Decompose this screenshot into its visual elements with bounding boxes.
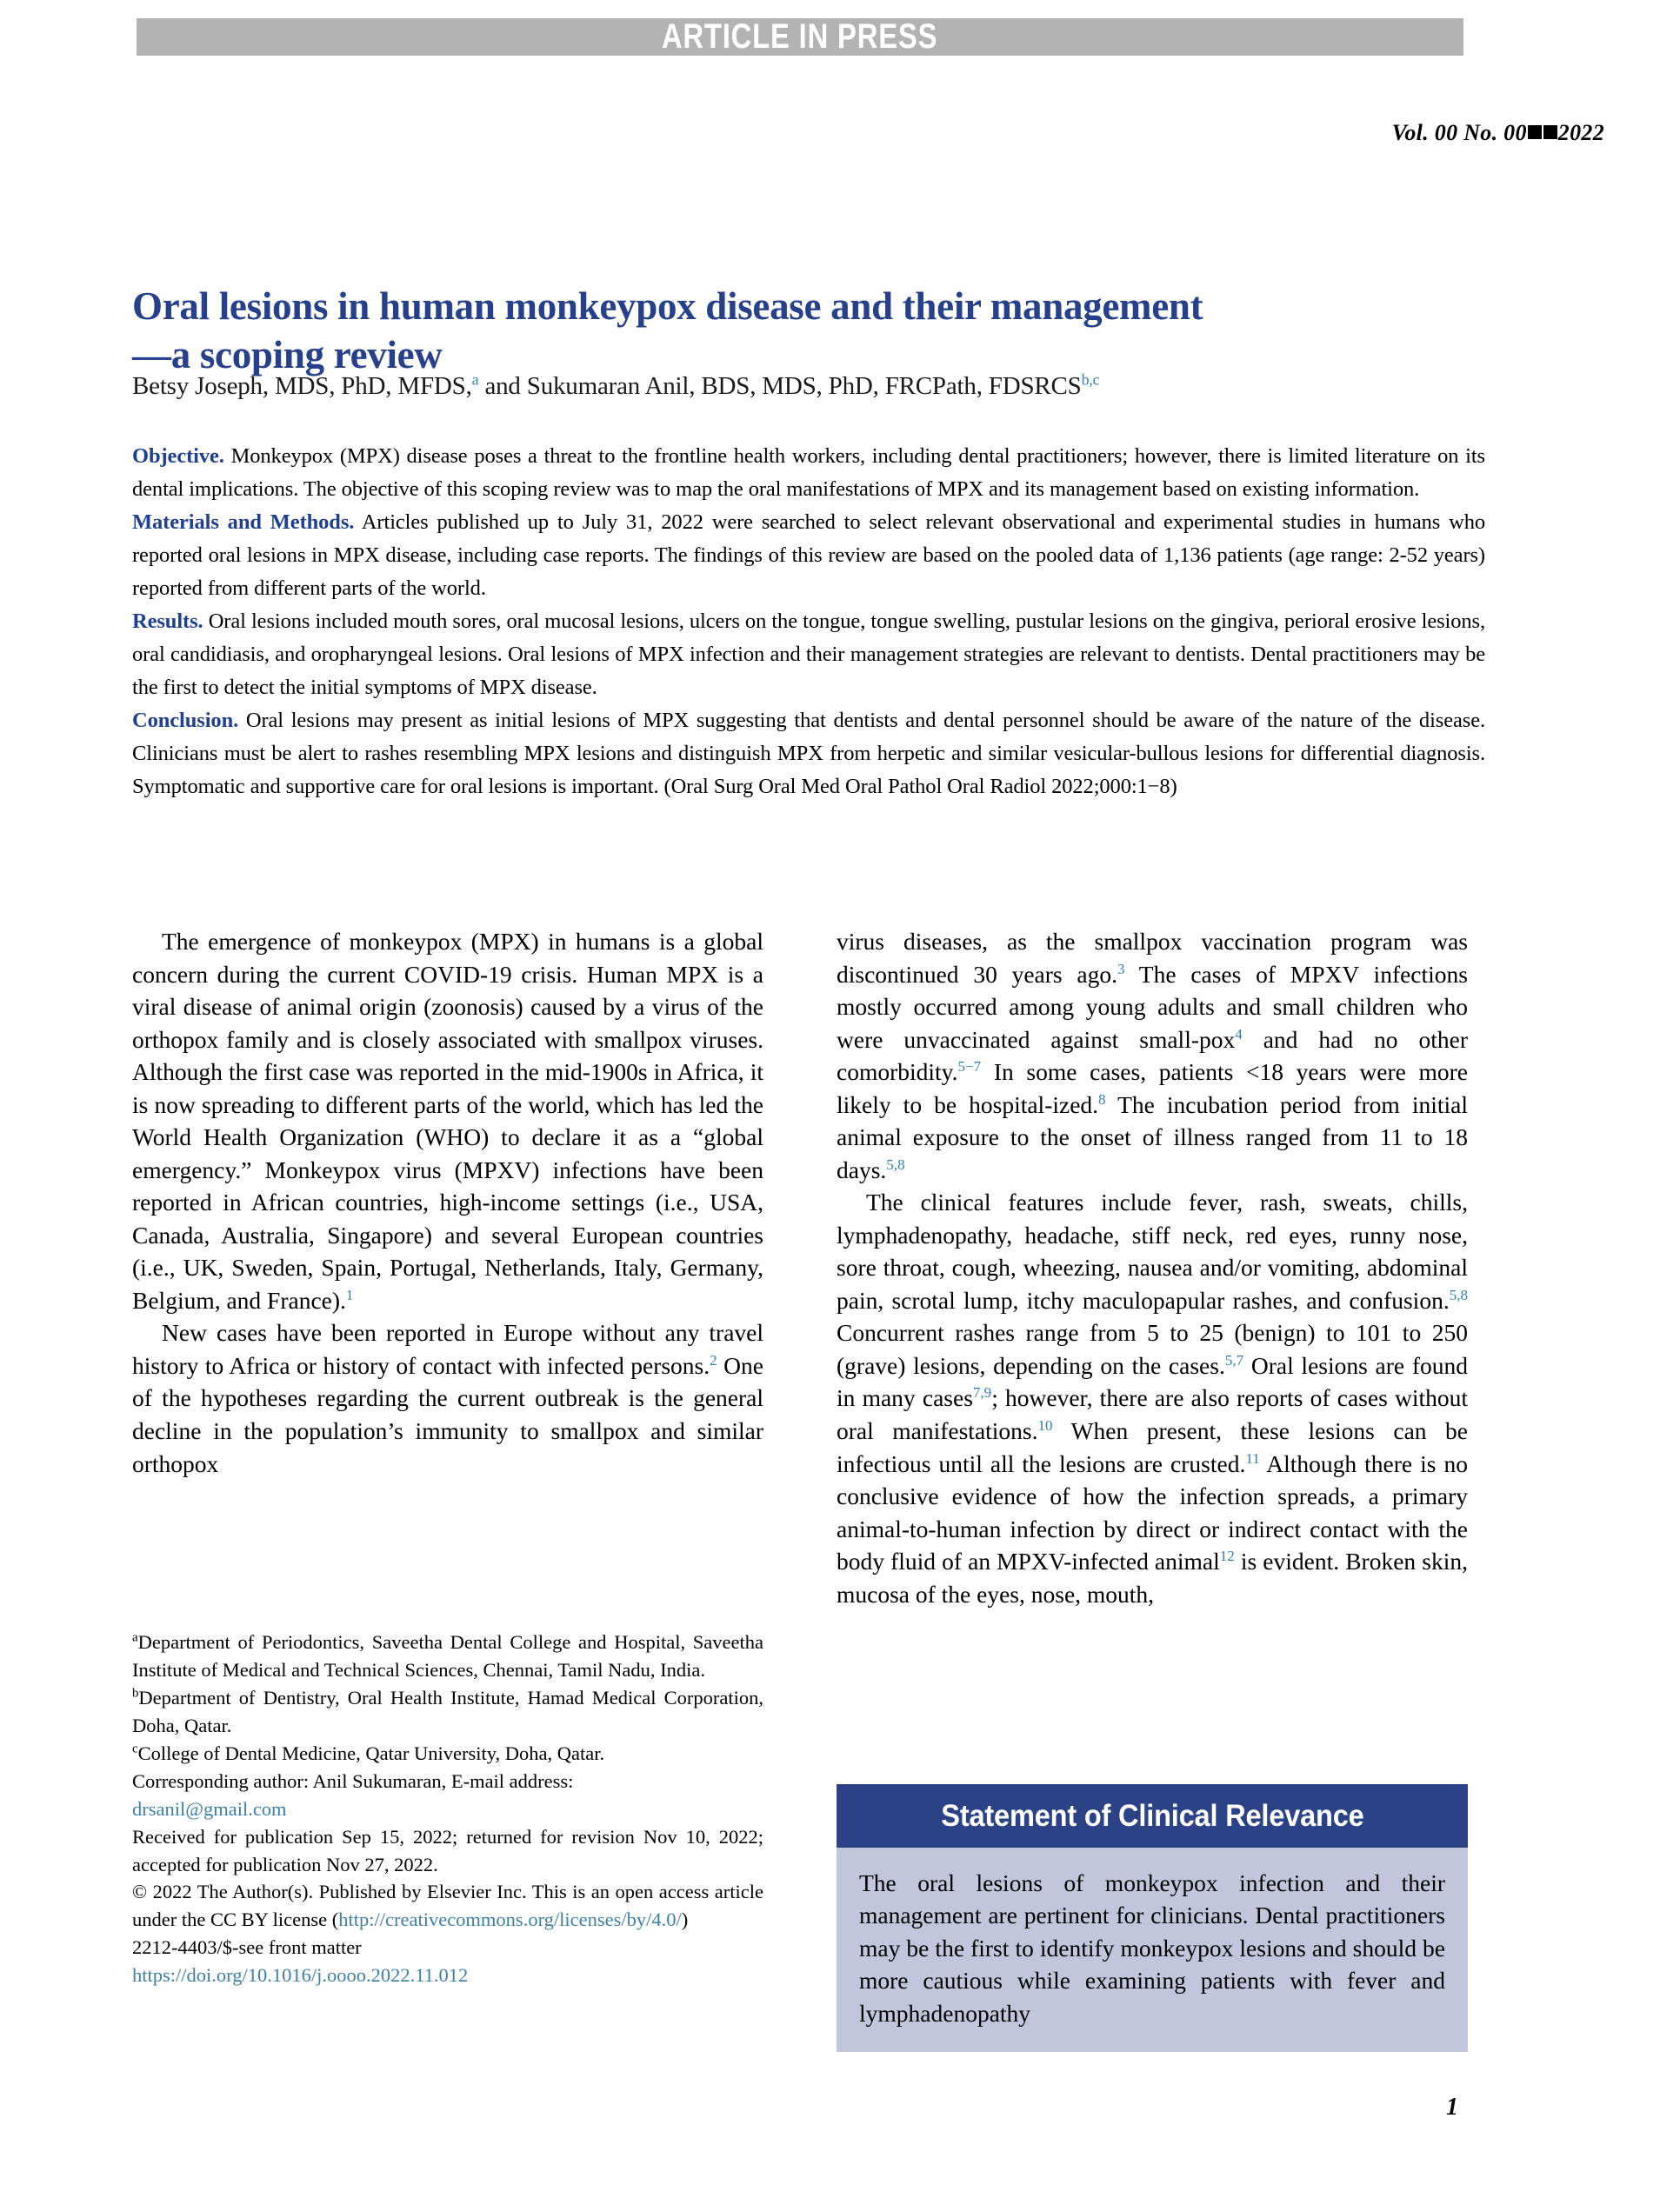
paragraph-cf-e: When present, these lesions can be infectious until all the lesions are crusted. — [837, 1416, 1468, 1477]
doi-link[interactable]: https://doi.org/10.1016/j.oooo.2022.11.012 — [132, 1964, 469, 1987]
paragraph-cont-b: The cases of MPXV infections mostly occurred among young adults and small children who were unvaccinated against small-pox — [837, 960, 1468, 1053]
author-list — [132, 370, 1367, 403]
abstract-conclusion-text: Oral lesions may present as initial lesions of MPX suggesting that dentists and dental personnel should be aware of the nature of the disease. Clinicians must be alert to rashes resembling MPX lesions and distinguish MPX from herpetic and similar vesicular-bullous lesions for differential diagnosis. Symptomatic and supportive care for oral lesions is important. (Oral Surg Oral Med Oral Pathol Oral Radiol 2022;000:1−8) — [132, 708, 1485, 798]
abstract-conclusion-label: Conclusion. — [132, 708, 239, 732]
affiliation-b — [132, 1684, 763, 1740]
volume-issue-year-line — [1392, 120, 1604, 146]
body-column-left — [132, 925, 763, 1480]
paragraph-cf-c: Oral lesions are found in many cases — [837, 1351, 1469, 1412]
doi-line — [132, 1962, 763, 1989]
volume-issue-label: Vol. 00 No. 00 — [1391, 120, 1527, 145]
paragraph-cf-b: Concurrent rashes range from 5 to 25 (benign) to 101 to 250 (grave) lesions, depending on the cases. — [837, 1319, 1468, 1379]
abstract-methods — [132, 506, 1485, 605]
paragraph-intro-1 — [132, 925, 763, 1316]
reference-marker[interactable]: 10 — [1037, 1416, 1053, 1434]
abstract-results-text: Oral lesions included mouth sores, oral mucosal lesions, ulcers on the tongue, tongue swelling, pustular lesions on the gingiva, perioral erosive lesions, oral candidiasis, and oropharyngeal lesions. Oral lesions of MPX infection and their management strategies are relevant to dentists. Dental practitioners may be the first to detect the initial symptoms of MPX disease. — [132, 609, 1485, 699]
affiliation-b-text: Department of Dentistry, Oral Health Institute, Hamad Medical Corporation, Doha, Qatar. — [132, 1686, 763, 1736]
paragraph-intro-2-text-a: New cases have been reported in Europe without any travel history to Africa or history of contact with infected persons. — [132, 1319, 763, 1379]
page-title: Oral lesions in human monkeypox disease and their management—a scoping review — [132, 284, 1203, 376]
affiliation-c-text: College of Dental Medicine, Qatar University, Doha, Qatar. — [137, 1742, 605, 1764]
reference-marker[interactable]: 3 — [1117, 960, 1125, 977]
reference-marker[interactable]: 5,8 — [886, 1156, 905, 1173]
page-number: 1 — [1446, 2094, 1458, 2121]
paragraph-cont-a: virus diseases, as the smallpox vaccination program was discontinued 30 years ago. — [837, 928, 1468, 988]
paragraph-cf-g: is evident. Broken skin, mucosa of the eyes, nose, mouth, — [837, 1548, 1468, 1608]
corresponding-email-link[interactable]: drsanil@gmail.com — [132, 1797, 287, 1820]
reference-marker[interactable]: 8 — [1098, 1090, 1106, 1108]
clinical-relevance-body — [837, 1848, 1468, 2052]
reference-marker[interactable]: 2 — [710, 1351, 717, 1369]
paragraph-continued — [837, 925, 1468, 1186]
paragraph-cont-e: The incubation period from initial animal exposure to the onset of illness ranged from 11 to 18 days. — [837, 1090, 1468, 1183]
paragraph-cont-d: In some cases, patients <18 years were more likely to be hospital-ized. — [837, 1058, 1468, 1118]
article-in-press-banner — [137, 18, 1463, 56]
paragraph-cf-d: ; however, there are also reports of cases without oral manifestations. — [837, 1384, 1468, 1444]
paragraph-cont-c: and had no other comorbidity. — [837, 1025, 1469, 1086]
cc-license-link[interactable]: http://creativecommons.org/licenses/by/4.0/ — [338, 1909, 682, 1931]
publication-dates: Received for publication Sep 15, 2022; returned for revision Nov 10, 2022; accepted for publication Nov 27, 2022. — [132, 1825, 763, 1875]
corresponding-email-line — [132, 1795, 763, 1823]
body-column-right — [837, 925, 1468, 1610]
author-conjunction: and — [478, 372, 527, 400]
affiliation-marker-bc: b,c — [1081, 370, 1100, 389]
publication-year-label: 2022 — [1557, 120, 1604, 145]
abstract-results — [132, 605, 1485, 704]
affiliation-marker-b: b — [132, 1686, 139, 1701]
reference-marker[interactable]: 11 — [1245, 1449, 1260, 1467]
abstract-objective-label: Objective. — [132, 444, 224, 468]
reference-marker[interactable]: 1 — [345, 1286, 354, 1303]
copyright-text-a: © 2022 The Author(s). Published by Elsevier Inc. This is an open access article under the CC BY license ( — [132, 1881, 763, 1931]
affiliation-marker-a: a — [132, 1630, 138, 1645]
copyright-text-b: ) — [681, 1909, 689, 1931]
square-marker-icon — [1528, 125, 1542, 139]
abstract-conclusion — [132, 704, 1485, 803]
issn-front-matter: 2212-4403/$-see front matter — [132, 1936, 362, 1959]
article-in-press-label: ARTICLE IN PRESS — [662, 17, 938, 56]
paragraph-intro-2-text-b: One of the hypotheses regarding the current outbreak is the general decline in the population’s immunity to smallpox and similar orthopox — [132, 1351, 763, 1477]
corresponding-author-text: Corresponding author: Anil Sukumaran, E-mail address: — [132, 1769, 574, 1792]
reference-marker[interactable]: 5−7 — [957, 1057, 982, 1075]
author-name-1: Betsy Joseph, MDS, PhD, MFDS, — [132, 372, 472, 400]
abstract-section — [132, 440, 1485, 803]
paragraph-clinical-features — [837, 1186, 1468, 1610]
corresponding-author-line — [132, 1768, 763, 1795]
footnote-block — [132, 1629, 763, 1989]
author-name-2: Sukumaran Anil, BDS, MDS, PhD, FRCPath, FDSRCS — [526, 372, 1082, 400]
paragraph-intro-1-text: The emergence of monkeypox (MPX) in humans is a global concern during the current COVID-19 crisis. Human MPX is a viral disease of animal origin (zoonosis) caused by a virus of the orthopox family and is closely associated with smallpox viruses. Although the first case was reported in the mid-1900s in Africa, it is now spreading to different parts of the world, which has led the World Health Organization (WHO) to declare it as a “global emergency.” Monkeypox virus (MPXV) infections have been reported in African countries, high-income settings (i.e., USA, Canada, Australia, Singapore) and several European countries (i.e., UK, Sweden, Spain, Portugal, Netherlands, Italy, Germany, Belgium, and France). — [132, 928, 763, 1314]
affiliation-c — [132, 1740, 763, 1768]
abstract-methods-label: Materials and Methods. — [132, 510, 355, 534]
affiliation-a-text: Department of Periodontics, Saveetha Dental College and Hospital, Saveetha Institute of Medical and Technical Sciences, Chennai, Tamil Nadu, India. — [132, 1631, 763, 1681]
reference-marker[interactable]: 12 — [1219, 1547, 1235, 1564]
affiliation-marker-c: c — [132, 1742, 138, 1756]
clinical-relevance-title: Statement of Clinical Relevance — [940, 1798, 1364, 1833]
square-marker-icon — [1543, 125, 1557, 139]
abstract-objective-text: Monkeypox (MPX) disease poses a threat to the frontline health workers, including dental practitioners; however, there is limited literature on its dental implications. The objective of this scoping review was to map the oral manifestations of MPX and its management based on existing information. — [132, 444, 1485, 501]
reference-marker[interactable]: 7,9 — [972, 1384, 992, 1402]
paragraph-cf-a: The clinical features include fever, rash, sweats, chills, lymphadenopathy, headache, stiff neck, red eyes, runny nose, sore throat, cough, wheezing, nausea and/or vomiting, abdominal pain, scrotal lump, itchy maculopapular rashes, and confusion. — [837, 1189, 1468, 1314]
statement-of-clinical-relevance-box — [837, 1784, 1468, 2052]
paragraph-cf-f: Although there is no conclusive evidence of how the infection spreads, a primary animal-to-human infection by direct or indirect contact with the body fluid of an MPXV-infected animal — [837, 1449, 1468, 1575]
affiliation-a — [132, 1629, 763, 1684]
copyright-license — [132, 1878, 763, 1934]
clinical-relevance-header — [837, 1784, 1468, 1848]
paragraph-intro-2 — [132, 1316, 763, 1480]
abstract-methods-text: Articles published up to July 31, 2022 were searched to select relevant observational and experimental studies in humans who reported oral lesions in MPX disease, including case reports. The findings of this review are based on the pooled data of 1,136 patients (age range: 2-52 years) reported from different parts of the world. — [132, 510, 1485, 600]
reference-marker[interactable]: 4 — [1235, 1025, 1243, 1043]
abstract-results-label: Results. — [132, 609, 203, 633]
clinical-relevance-text: The oral lesions of monkeypox infection and their management are pertinent for clinicians. Dental practitioners may be the first to identify monkeypox lesions and should be more cautious while examining patients with fever and lymphadenopathy — [859, 1869, 1445, 2027]
reference-marker[interactable]: 5,8 — [1449, 1286, 1468, 1303]
affiliation-marker-a: a — [471, 370, 479, 389]
abstract-objective — [132, 440, 1485, 506]
reference-marker[interactable]: 5,7 — [1224, 1351, 1244, 1369]
